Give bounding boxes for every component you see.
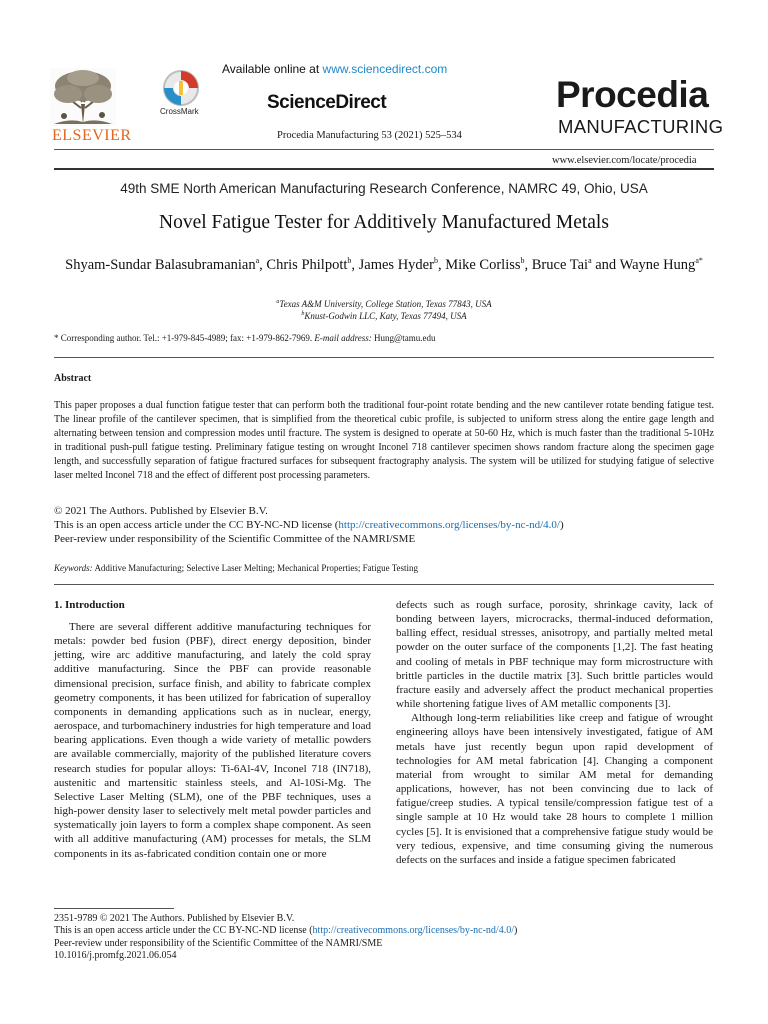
- paragraph: defects such as rough surface, porosity, shrinkage cavity, lack of bonding between layers, microcracks, thermal-induced deformation, balling effect, residual stresses, anisotropy, and partially melted metal powder on the outer surface of the components [1,2]. The fast heating and cooling of metals in PBF technique may form microstructure with brittle particles in the ductile matrix [3]. Such brittle particles would fracture easily and adversely affect the product mechanical properties while shortening fatigue lives of AM metallic components [3].: [396, 599, 713, 711]
- journal-url[interactable]: www.elsevier.com/locate/procedia: [552, 155, 697, 166]
- journal-logo-subtitle: MANUFACTURING: [558, 116, 724, 137]
- abstract-body: This paper proposes a dual function fatigue tester that can perform both the traditional four-point rotate bending and the new cantilever rotate bending fatigue test. The linear profile of the cantilever specimen, that is simplified from the theoretical cubic profile, is subjected to uniform stress along the entire gage length and alternating between tension and compression modes until fracture. The system is designed to operate at 50-60 Hz, which is much faster than the traditional 5-10Hz in traditional push-pull fatigue testing. Preliminary fatigue testing on wrought Inconel 718 cantilever specimen shows random fracture along the specimen gage length, and successfully separation of fatigue fractured surfaces for subsequent fractography analysis. The system will be utilized for studying fatigue of selective laser melted Inconel 718 and the effect of different post processing parameters.: [54, 400, 714, 482]
- footer: [54, 913, 517, 962]
- footer-peer-review: Peer-review under responsibility of the Scientific Committee of the NAMRI/SME: [54, 937, 383, 949]
- keywords-bottom-rule: [54, 584, 714, 585]
- license-link[interactable]: http://creativecommons.org/licenses/by-nc-nd/4.0/: [338, 519, 560, 531]
- issn-line: 2351-9789 © 2021 The Authors. Published by Elsevier B.V.: [54, 913, 295, 924]
- open-access-line: This is an open access article under the CC BY-NC-ND license (http://creativecommons.org/licenses/by-nc-nd/4.0/): [54, 519, 564, 531]
- paragraph: There are several different additive manufacturing techniques for metals: powder bed fusion (PBF), direct energy deposition, binder jetting, wire arc additive manufacturing, and lately the cold spray additive manufacturing. Since the PBF can provide reasonable dimensional precision, surface finish, and ability to fabricate complex geometry components, it has been utilized for fabrication of superalloy components in demanding applications such as in nuclear, energy, aerospace, and turbomachinery industries for high temperature and load bearing applications. Even though a wide variety of metallic powders are available commercially, majority of the published literature covers research studies for popular alloys: Ti-6Al-4V, Inconel 718 (IN718), austenitic and martensitic stainless steels, and Al-10Si-Mg. The Selective Laser Melting (SLM), one of the PBF techniques, uses a high-power density laser to selectively melt metal powder particles and systematically join layers to form a complex shape component. As seen with all additive manufacturing (AM) processes for metals, the SLM components in its as-fabricated condition contain one or more: [54, 621, 371, 860]
- author: Bruce Tai$^a$: [531, 256, 592, 273]
- section-heading: 1. Introduction: [54, 599, 125, 611]
- paper-title: Novel Fatigue Tester for Additively Manufactured Metals: [159, 212, 609, 233]
- author: Chris Philpott$^b$: [266, 256, 352, 273]
- publisher-name: ELSEVIER: [52, 127, 132, 144]
- elsevier-logo: [50, 68, 116, 131]
- affiliation-b: $^b$Knust-Godwin LLC, Katy, Texas 77494, USA: [301, 311, 467, 321]
- corresponding-email[interactable]: Hung@tamu.edu: [374, 333, 436, 343]
- paragraph: Although long-term reliabilities like creep and fatigue of wrought engineering alloys have been intensively investigated, fatigue of AM metals have just recently begun upon rapid development of technologies for AM metal fabrication [4]. Changing a component material from wrought to similar AM metal for demanding applications, however, has not been convincing due to lack of fatigue/creep studies. A typical tensile/compression fatigue test of a single sample at 10 Hz would take 28 hours to complete 1 million cycles [5]. It is envisioned that a comprehensive fatigue study would be very tedious, expensive, and time consuming giving the numerous defects on the surfaces and inside a fatigue specimen fabricated: [396, 712, 713, 866]
- affiliation-a: $^a$Texas A&M University, College Station, Texas 77843, USA: [276, 299, 492, 309]
- journal-logo-title: Procedia: [556, 74, 709, 115]
- crossmark-icon: [162, 69, 200, 107]
- abstract-top-rule: [54, 357, 714, 358]
- availability-line: [222, 62, 447, 76]
- corresponding-author: * Corresponding author. Tel.: +1-979-845-4989; fax: +1-979-862-7969. E-mail address: Hung@tamu.edu: [54, 333, 436, 343]
- footer-license-link[interactable]: http://creativecommons.org/licenses/by-nc-nd/4.0/: [312, 925, 514, 937]
- right-column: [396, 598, 713, 867]
- crossmark-badge[interactable]: [162, 69, 200, 112]
- footer-rule: [54, 908, 174, 909]
- sciencedirect-logo: ScienceDirect: [267, 92, 387, 113]
- conference-line: 49th SME North American Manufacturing Research Conference, NAMRC 49, Ohio, USA: [120, 181, 648, 196]
- sciencedirect-link[interactable]: www.sciencedirect.com: [322, 62, 448, 76]
- left-column: [54, 620, 371, 861]
- availability-prefix: Available online at: [222, 62, 320, 76]
- author: James Hyder$^b$: [358, 256, 438, 273]
- copyright-line: © 2021 The Authors. Published by Elsevier B.V.: [54, 505, 268, 517]
- crossmark-label: CrossMark: [160, 107, 199, 116]
- header-rule-lower: [54, 168, 714, 170]
- peer-review-line: Peer-review under responsibility of the Scientific Committee of the NAMRI/SME: [54, 533, 416, 545]
- elsevier-tree-icon: [50, 68, 116, 126]
- author: Shyam-Sundar Balasubramanian$^a$: [65, 256, 260, 273]
- author: Mike Corliss$^b$: [445, 256, 525, 273]
- footer-open-access: This is an open access article under the CC BY-NC-ND license (http://creativecommons.org/licenses/by-nc-nd/4.0/): [54, 925, 518, 937]
- journal-reference: Procedia Manufacturing 53 (2021) 525–534: [277, 130, 462, 141]
- abstract-heading: Abstract: [54, 373, 92, 384]
- doi[interactable]: 10.1016/j.promfg.2021.06.054: [54, 949, 177, 961]
- keywords: Keywords: Additive Manufacturing; Selective Laser Melting; Mechanical Properties; Fatigue Testing: [54, 563, 419, 573]
- author: Wayne Hung$^{a*}$: [619, 256, 703, 273]
- header-rule: [54, 149, 714, 150]
- author-list: Shyam-Sundar Balasubramanian$^a$, Chris Philpott$^b$, James Hyder$^b$, Mike Corliss$^b$, Bruce Tai$^a$ and Wayne Hung$^{a*}$: [65, 256, 703, 273]
